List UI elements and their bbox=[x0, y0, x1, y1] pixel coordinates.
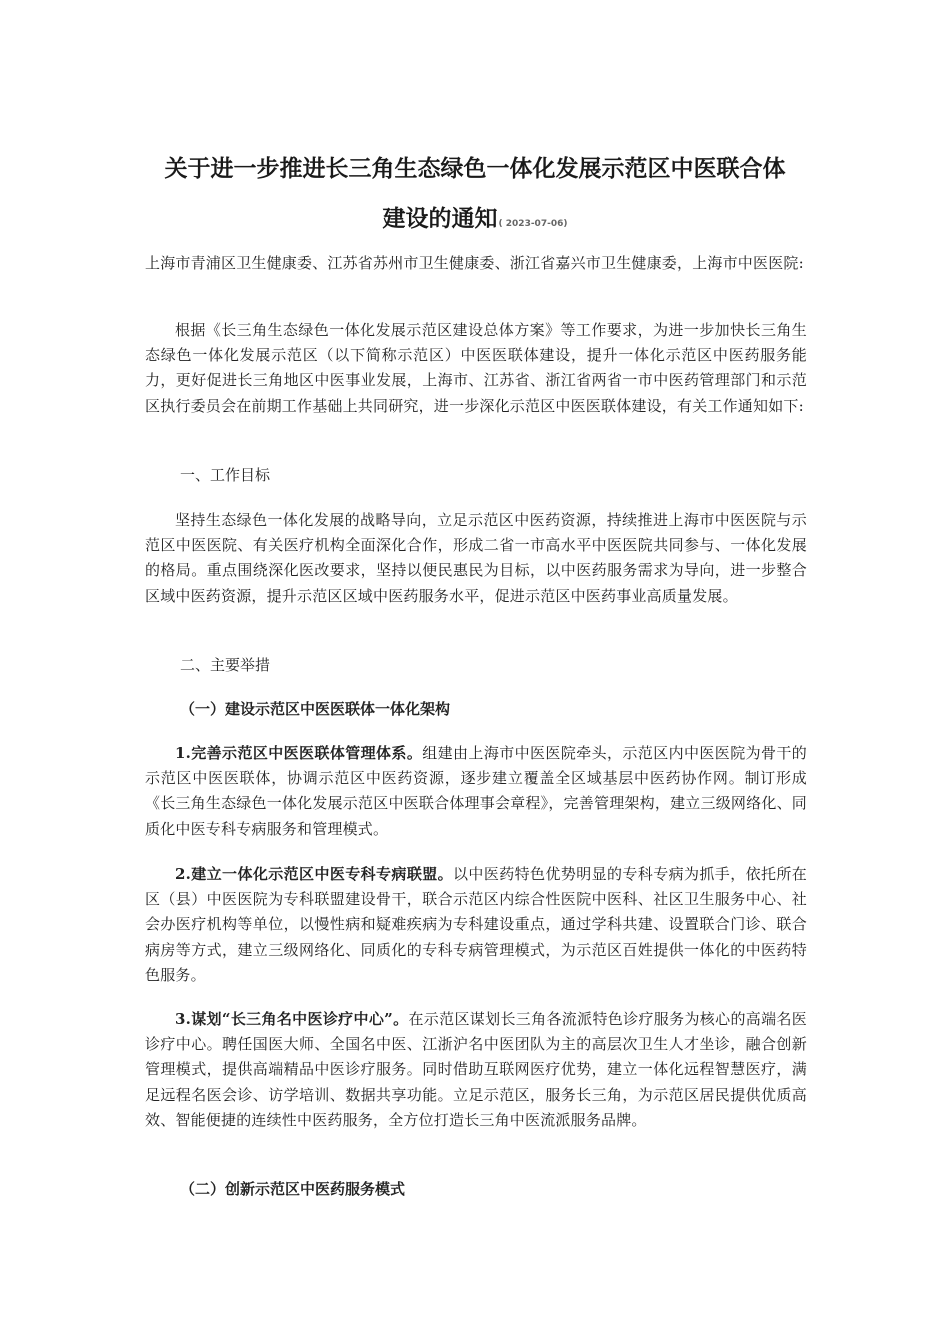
sub-heading-service-model: （二）创新示范区中医药服务模式 bbox=[180, 1180, 406, 1198]
item-3-lead: 3.谋划“长三角名中医诊疗中心”。 bbox=[175, 1010, 409, 1028]
document-title-line1: 关于进一步推进长三角生态绿色一体化发展示范区中医联合体 bbox=[164, 156, 786, 182]
intro-paragraph: 根据《长三角生态绿色一体化发展示范区建设总体方案》等工作要求，为进一步加快长三角生态绿色一体化发展示范区（以下简称示范区）中医医联体建设，提升一体化示范区中医药服务能力，更好促进长三角地区中医事业发展，上海市、江苏省、浙江省两省一市中医药管理部门和示范区执行委员会在前期工作基础上共同研究，进一步深化示范区中医医联体建设，有关工作通知如下: bbox=[145, 321, 807, 415]
section-heading-goals: 一、工作目标 bbox=[180, 466, 271, 484]
goals-paragraph: 坚持生态绿色一体化发展的战略导向，立足示范区中医药资源，持续推进上海市中医医院与示范区中医医院、有关医疗机构全面深化合作，形成二省一市高水平中医医院共同参与、一体化发展的格局。重点围绕深化医改要求，坚持以便民惠民为目标，以中医药服务需求为导向，进一步整合区域中医药资源，提升示范区区域中医药服务水平，促进示范区中医药事业高质量发展。 bbox=[145, 511, 807, 605]
addressee-paragraph: 上海市青浦区卫生健康委、江苏省苏州市卫生健康委、浙江省嘉兴市卫生健康委，上海市中医医院: bbox=[145, 254, 804, 272]
item-3-body: 在示范区谋划长三角各流派特色诊疗服务为核心的高端名医诊疗中心。聘任国医大师、全国名中医、江浙沪名中医团队为主的高层次卫生人才坐诊，融合创新管理模式，提供高端精品中医诊疗服务。同时借助互联网医疗优势，建立一体化远程智慧医疗，满足远程名医会诊、访学培训、数据共享功能。立足示范区，服务长三角，为示范区居民提供优质高效、智能便捷的连续性中医药服务，全方位打造长三角中医流派服务品牌。 bbox=[145, 1010, 807, 1129]
item-1-paragraph bbox=[145, 741, 807, 842]
item-2-body: 以中医药特色优势明显的专科专病为抓手，依托所在区（县）中医医院为专科联盟建设骨干，联合示范区内综合性医院中医科、社区卫生服务中心、社会办医疗机构等单位，以慢性病和疑难疾病为专科建设重点，通过学科共建、设置联合门诊、联合病房等方式，建立三级网络化、同质化的专科专病管理模式，为示范区百姓提供一体化的中医药特色服务。 bbox=[145, 865, 807, 984]
publish-date: ( 2023-07-06) bbox=[498, 219, 568, 229]
item-2-lead: 2.建立一体化示范区中医专科专病联盟。 bbox=[175, 865, 454, 883]
item-3-paragraph bbox=[145, 1007, 807, 1133]
document-title-line2 bbox=[100, 200, 850, 233]
sub-heading-architecture: （一）建设示范区中医医联体一体化架构 bbox=[180, 700, 451, 718]
item-1-body: 组建由上海市中医医院牵头，示范区内中医医院为骨干的示范区中医医联体，协调示范区中医药资源，逐步建立覆盖全区域基层中医药协作网。制订形成《长三角生态绿色一体化发展示范区中医联合体理事会章程》，完善管理架构，建立三级网络化、同质化中医专科专病服务和管理模式。 bbox=[145, 744, 807, 838]
item-1-lead: 1.完善示范区中医医联体管理体系。 bbox=[175, 744, 423, 762]
section-heading-measures: 二、主要举措 bbox=[180, 656, 271, 674]
document-title-line2-text: 建设的通知 bbox=[382, 206, 498, 232]
item-2-paragraph bbox=[145, 862, 807, 988]
